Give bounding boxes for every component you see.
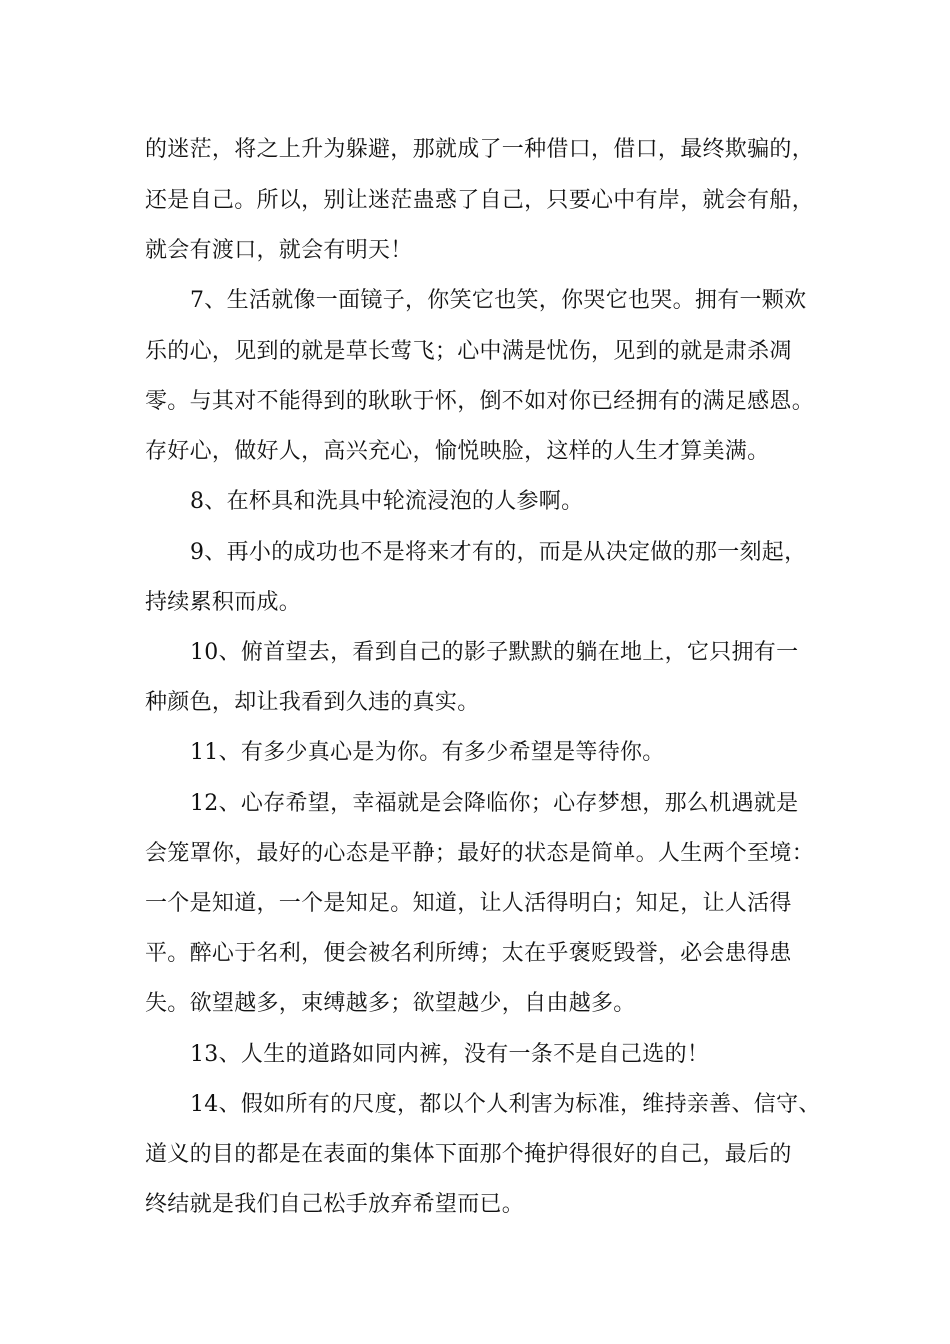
text-line: 零。与其对不能得到的耿耿于怀，倒不如对你已经拥有的满足感恩。 (145, 389, 815, 414)
text-line: 种颜色，却让我看到久违的真实。 (145, 690, 480, 715)
text-line: 存好心，做好人，高兴充心，愉悦映脸，这样的人生才算美满。 (145, 439, 770, 464)
text-line: 失。欲望越多，束缚越多；欲望越少，自由越多。 (145, 991, 636, 1016)
text-line: 持续累积而成。 (145, 590, 302, 615)
text-line: 道义的目的都是在表面的集体下面那个掩护得很好的自己，最后的 (145, 1142, 792, 1167)
text-line: 平。醉心于名利，便会被名利所缚；太在乎褒贬毁誉，必会患得患 (145, 941, 792, 966)
text-line: 13、人生的道路如同内裤，没有一条不是自己选的！ (190, 1042, 710, 1067)
text-line: 终结就是我们自己松手放弃希望而已。 (145, 1192, 525, 1217)
text-line: 一个是知道，一个是知足。知道，让人活得明白；知足，让人活得 (145, 891, 792, 916)
text-line: 的迷茫，将之上升为躲避，那就成了一种借口，借口，最终欺骗的， (145, 137, 815, 162)
text-line: 7、生活就像一面镜子，你笑它也笑，你哭它也哭。拥有一颗欢 (190, 288, 807, 313)
text-line: 会笼罩你，最好的心态是平静；最好的状态是简单。人生两个至境： (145, 841, 815, 866)
text-line: 12、心存希望，幸福就是会降临你；心存梦想，那么机遇就是 (190, 791, 799, 816)
text-line: 11、有多少真心是为你。有多少希望是等待你。 (190, 740, 665, 765)
text-line: 14、假如所有的尺度，都以个人利害为标准，维持亲善、信守、 (190, 1092, 821, 1117)
text-line: 还是自己。所以，别让迷茫蛊惑了自己，只要心中有岸，就会有船， (145, 188, 815, 213)
text-line: 就会有渡口，就会有明天！ (145, 238, 413, 263)
text-line: 9、再小的成功也不是将来才有的，而是从决定做的那一刻起， (190, 540, 807, 565)
text-line: 10、俯首望去，看到自己的影子默默的躺在地上，它只拥有一 (190, 640, 799, 665)
text-line: 乐的心，见到的就是草长莺飞；心中满是忧伤，见到的就是肃杀凋 (145, 339, 792, 364)
text-line: 8、在杯具和洗具中轮流浸泡的人参啊。 (190, 489, 584, 514)
